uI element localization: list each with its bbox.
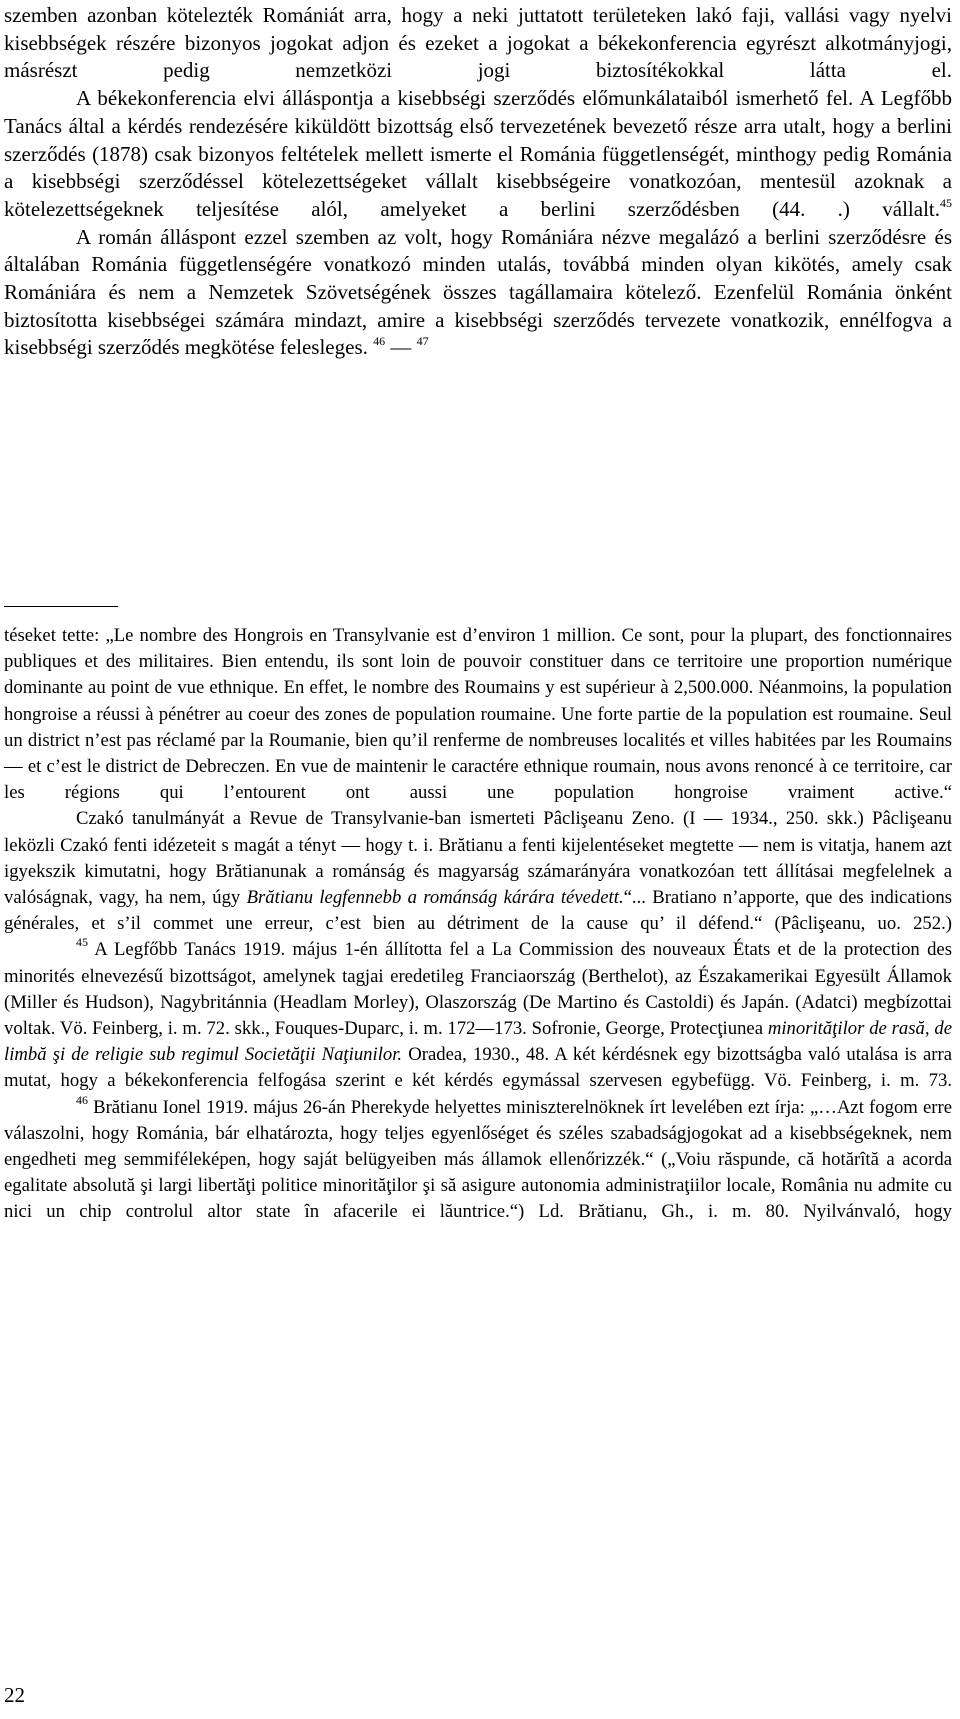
footnote-ref-dash: — [385,335,417,360]
body-paragraph-3-text: A román álláspont ezzel szemben az volt, hogy Romániára nézve megalázó a berlini szerződésre és általában Románia függetlenségére vonatkozó minden utalás, továbbá minden olyan kikötés, amely csak Romániára és nem a Nemzetek Szövetségének összes tagállamaira kötelező. Ezenfelül Románia önként biztosította kisebbségei számára mindazt, amire a kisebbségi szerződés tervezete vonatkozik, ennélfogva a kisebbségi szerződés megkötése felesleges. [4,224,952,360]
body-paragraph-1 [4,2,952,85]
footnote-ref-45: 45 [940,195,952,210]
footnote-45-text-b: Oradea, 1930., 48. A két kérdésnek egy bizottságba való utalása is arra mutat, hogy a békekonferencia felfogása szerint e két kérdés egymással szervesen egybefügg. Vö. Feinberg, i. m. 73. [4,1044,952,1092]
body-paragraph-3 [4,224,952,363]
footnote-46-number: 46 [76,1092,88,1107]
footnote-46 [4,1092,952,1226]
footnote-ref-46: 46 [373,334,386,349]
footnote-45-text-a: A Legfőbb Tanács 1919. május 1-én állította fel a La Commission des nouveaux États et de la protection des minorités elnevezésű bizottságot, amelynek tagjai eredetileg Franciaország (Berthelot), az Északamerikai Egyesült Államok (Miller és Hudson), Nagybritánnia (Headlam Morley), Olaszország (De Martino és Castoldi) és Japán. (Adatci) megbízottai voltak. Vö. Feinberg, i. m. 72. skk., Fouques-Duparc, i. m. 172—173. Sofronie, George, Protecţiunea [4,939,952,1040]
body-paragraph-2 [4,85,952,224]
body-paragraph-2-text: A békekonferencia elvi álláspontja a kisebbségi szerződés előmunkálataiból ismerhető fel. A Legfőbb Tanács által a kérdés rendezésére kiküldött bizottság első tervezetének bevezető része arra utalt, hogy a berlini szerződés (1878) csak bizonyos feltételek mellett ismerte el Románia függetlenségét, minthogy pedig Románia a kisebbségi szerződéssel kötelezettségeket vállalt kisebbségeire vonatkozóan, mentesül azoknak a kötelezettségeknek teljesítése alól, amelyeket a berlini szerződésben (44. .) vállalt. [4,86,952,221]
footnote-ref-47: 47 [416,334,429,349]
body-paragraph-1-text: szemben azonban kötelezték Romániát arra, hogy a neki juttatott területeken lakó faji, vallási vagy nyelvi kisebbségek részére bizonyos jogokat adjon és ezeket a jogokat a békekonferencia egyrészt alkotmányjogi, másrészt pedig nemzetközi jogi biztosítékokkal látta el. [4,3,952,83]
footnote-separator [4,606,118,607]
footnote-continuation-2-text-b: “... Bratiano n’apporte, que des indications générales, et s’il commet une erreur, c’est bien au détriment de la cause qu’ il défend.“ (Pâclişeanu, uo. 252.) [4,887,952,935]
footnote-continuation-1 [4,623,952,806]
footnote-continuation-2-italic: Brătianu legfennebb a románság kárára tévedett. [246,887,624,909]
footnote-45 [4,937,952,1094]
footnote-46-text: Brătianu Ionel 1919. május 26-án Pherekyde helyettes miniszterelnöknek írt levelében ezt írja: „…Azt fogom erre válaszolni, hogy Románia, bár elhatározta, hogy teljes egyenlőséget és széles szabadságjogokat ad a kisebbségeknek, nem engedheti meg semmiféleképen, hogy saját belügyeiben más államok ellenőrizzék.“ („Voiu răspunde, că hotărîtă a acorda egalitate absolută şi largi libertăţi politice minorităţilor şi să asigure autonomia administraţiilor locale, România nu admite cu nici un chip controlul altor state în afacerile ei lăuntrice.“) Ld. Brătianu, Gh., i. m. 80. Nyilvánvaló, hogy [4,1096,952,1223]
footnote-continuation-1-text: téseket tette: „Le nombre des Hongrois en Transylvanie est d’environ 1 million. Ce sont, pour la plupart, des fonctionnaires publiques et des militaires. Bien entendu, ils sont loin de pouvoir constituer dans ce territoire une proportion numérique dominante au point de vue ethnique. En effet, le nombre des Roumains y est supérieur à 2,500.000. Néanmoins, la population hongroise a réussi à pénétrer au coeur des zones de population roumaine. Une forte partie de la population est roumaine. Seul un district n’est pas réclamé par la Roumanie, bien qu’il renferme de nombreuses localités et villes habitées par les Roumains — et c’est le district de Debreczen. En vue de maintenir le caractére ethnique roumain, nous avons renoncé à ce territoire, car les régions qui l’entourent ont aussi une population hongroise vraiment active.“ [4,625,952,804]
page-number: 22 [4,1683,25,1707]
footnote-45-number: 45 [76,935,88,950]
footnotes [4,623,952,1226]
footnote-continuation-2 [4,806,952,937]
main-text [4,2,952,362]
footnote-continuation-2-text-a: Czakó tanulmányát a Revue de Transylvanie-ban ismerteti Pâclişeanu Zeno. (I — 1934., 250. skk.) Pâclişeanu leközli Czakó fenti idézeteit s magát a tényt — hogy t. i. Brătianu a fenti kijelentéseket megtette — nem is vitatja, hanem azt igyekszik kimutatni, hogy Brătianunak a románság és magyarság számarányára vonatkozóan tett állításai megfelelnek a valóságnak, vagy, ha nem, úgy [4,808,952,909]
footnote-45-italic: minorităţilor de rasă, de limbă şi de religie sub regimul Societăţii Naţiunilor. [4,1018,952,1066]
